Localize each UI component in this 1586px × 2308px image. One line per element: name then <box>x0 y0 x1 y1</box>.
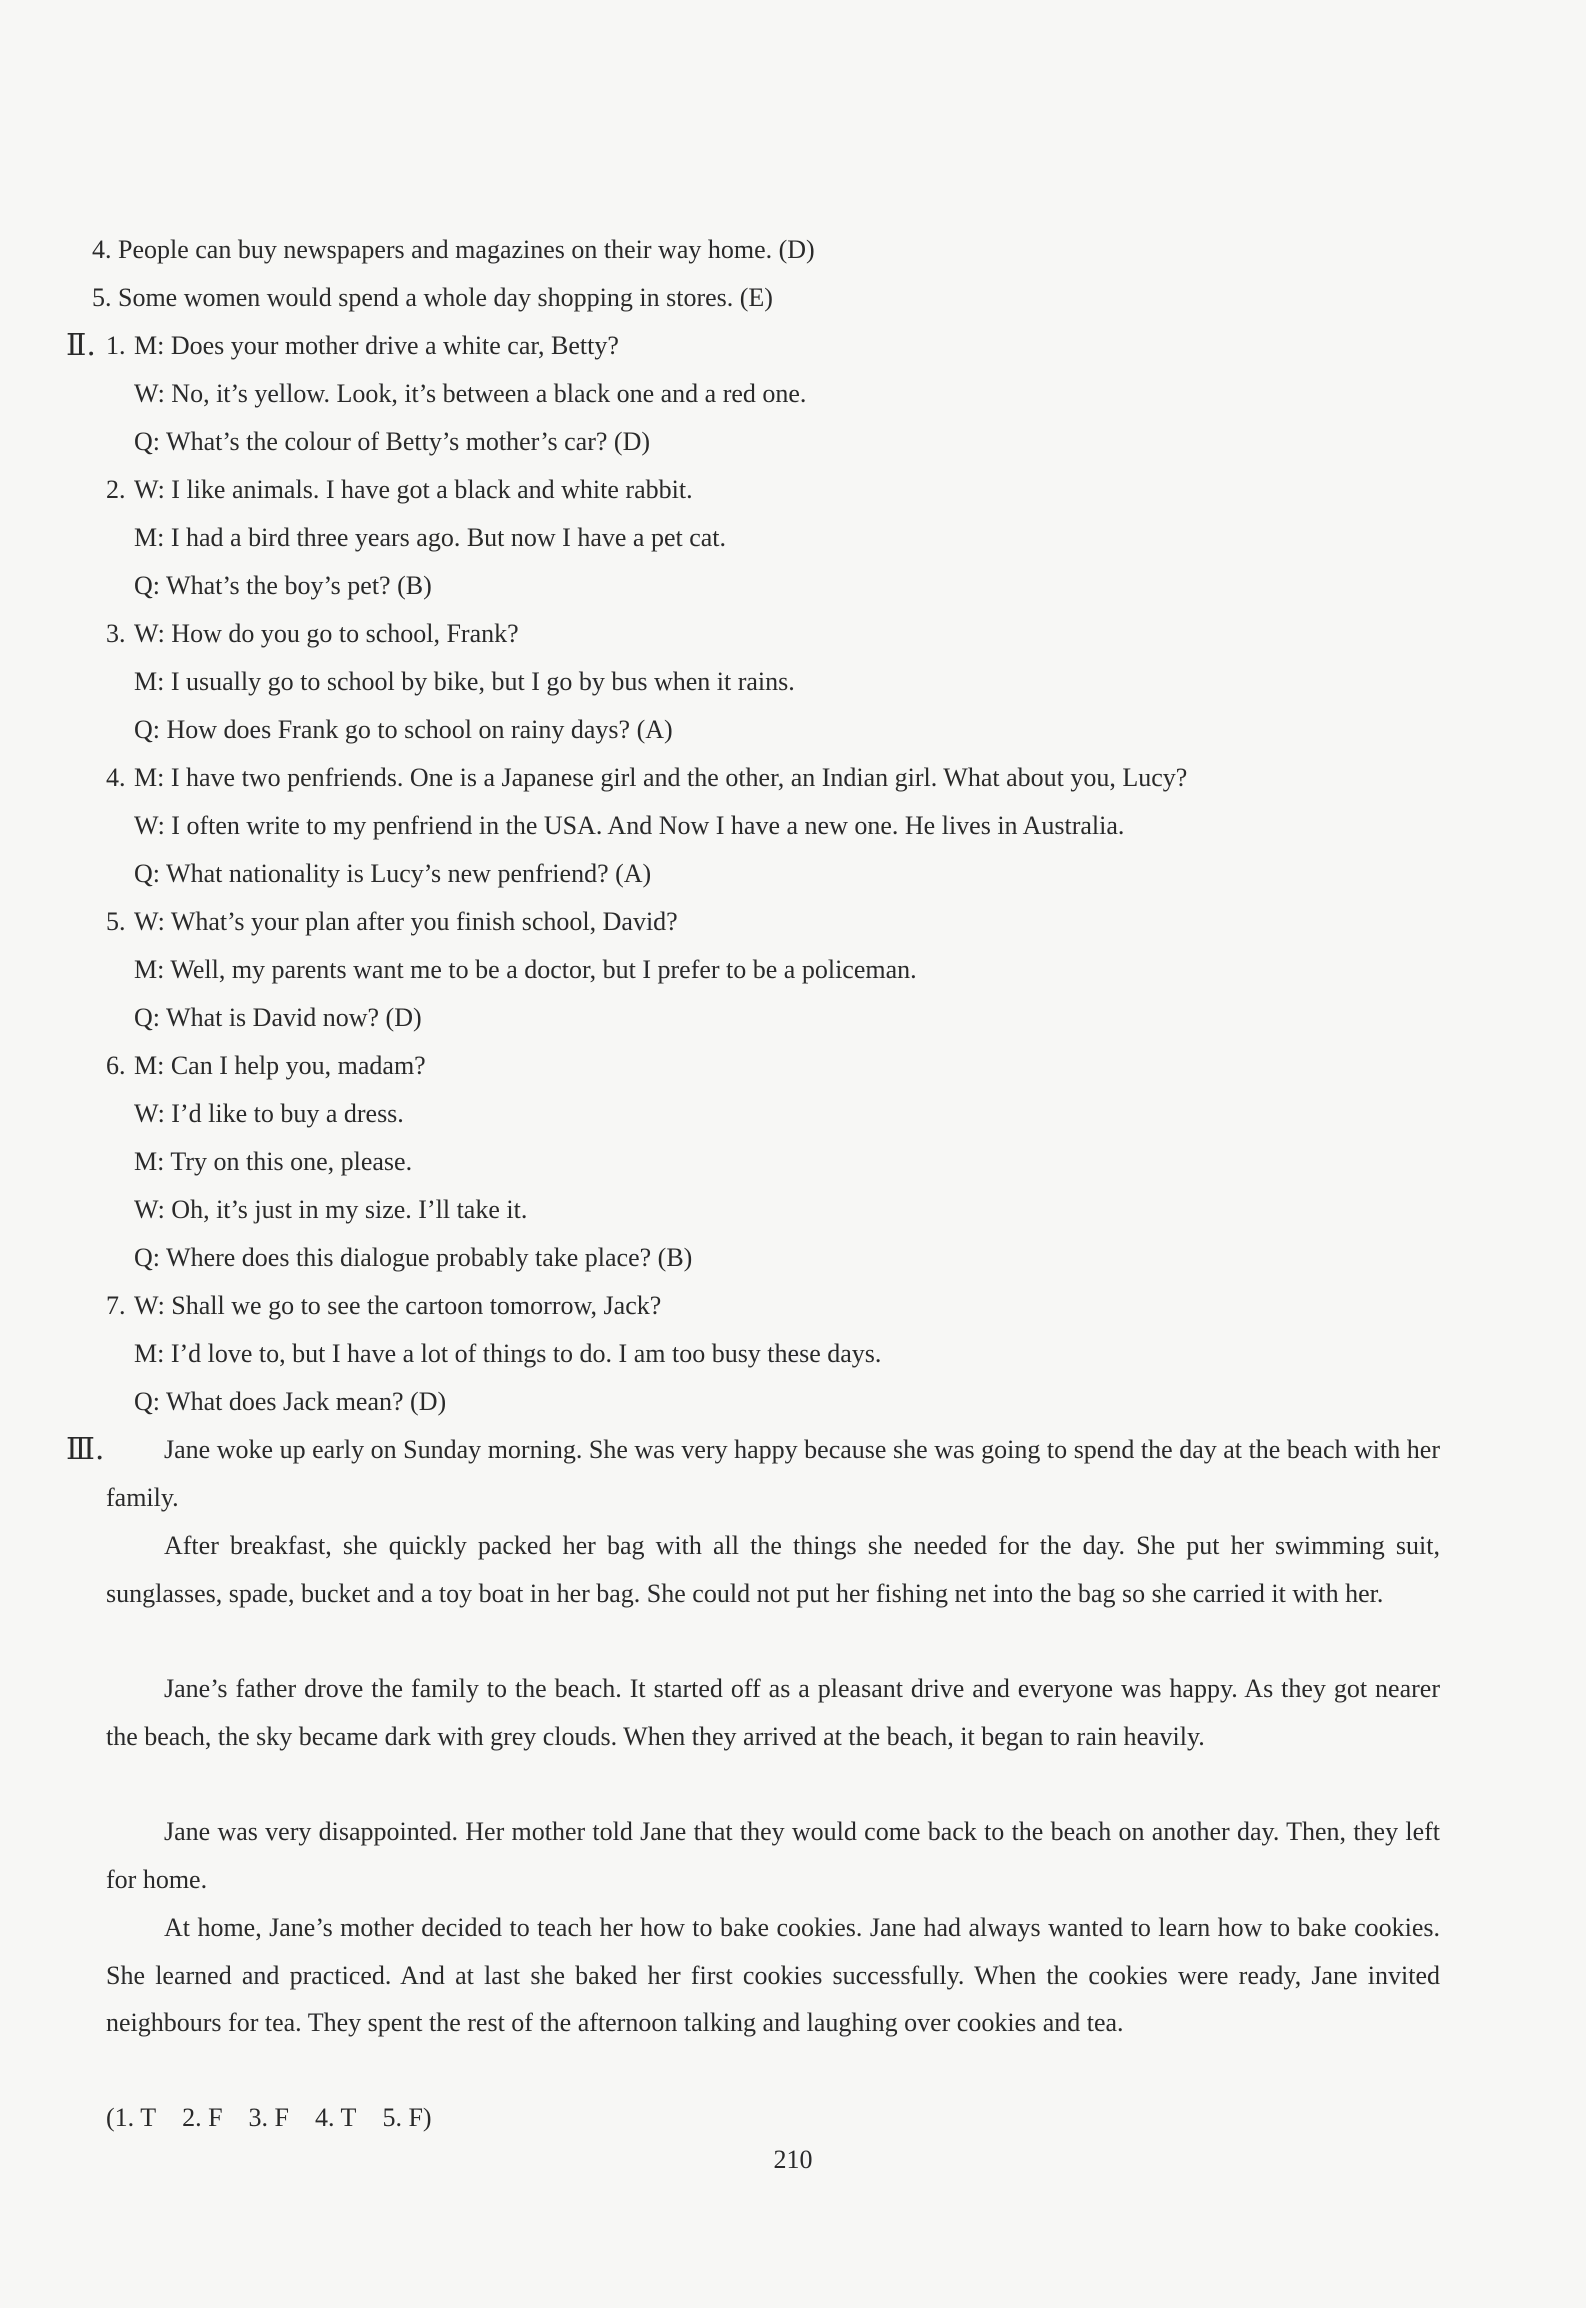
q3-line-3: Q: How does Frank go to school on rainy days? (A) <box>134 715 673 744</box>
answer-key <box>106 2094 458 2142</box>
q2-line-1: W: I like animals. I have got a black and white rabbit. <box>134 475 693 504</box>
answer-4: 4. T <box>315 2103 357 2132</box>
answer-1: (1. T <box>106 2103 157 2132</box>
q3-line-1: W: How do you go to school, Frank? <box>134 619 519 648</box>
q6-line-5: Q: Where does this dialogue probably take place? (B) <box>134 1243 693 1272</box>
section3-numeral: Ⅲ. <box>66 1432 105 1467</box>
q6-line-1: M: Can I help you, madam? <box>134 1051 426 1080</box>
q4-line-3: Q: What nationality is Lucy’s new penfriend? (A) <box>134 859 652 888</box>
q5-line-2: M: Well, my parents want me to be a doctor, but I prefer to be a policeman. <box>134 955 917 984</box>
q2-line-2: M: I had a bird three years ago. But now I have a pet cat. <box>134 523 727 552</box>
story-paragraph-3 <box>106 1665 1440 1760</box>
q4-line-1: M: I have two penfriends. One is a Japanese girl and the other, an Indian girl. What about you, Lucy? <box>134 763 1188 792</box>
answer-5: 5. F) <box>382 2103 432 2132</box>
story-paragraph-1 <box>106 1426 1440 1521</box>
q1-number: 1. <box>106 331 126 360</box>
story-paragraph-5 <box>106 1904 1440 2047</box>
q1-line-1: M: Does your mother drive a white car, Betty? <box>134 331 619 360</box>
q3-number: 3. <box>106 619 126 648</box>
q5-line-3: Q: What is David now? (D) <box>134 1003 422 1032</box>
q6-line-4: W: Oh, it’s just in my size. I’ll take it. <box>134 1195 528 1224</box>
answer-3: 3. F <box>248 2103 290 2132</box>
story-paragraph-3-text: Jane’s father drove the family to the beach. It started off as a pleasant drive and everyone was happy. As they got nearer the beach, the sky became dark with grey clouds. When they arrived at the beach, it began to rain heavily. <box>106 1674 1440 1751</box>
section2-numeral: Ⅱ. <box>66 328 96 363</box>
section1-item-5: 5. Some women would spend a whole day shopping in stores. (E) <box>92 283 773 312</box>
q6-line-2: W: I’d like to buy a dress. <box>134 1099 404 1128</box>
answer-2: 2. F <box>182 2103 223 2132</box>
q2-line-3: Q: What’s the boy’s pet? (B) <box>134 571 432 600</box>
q1-line-2: W: No, it’s yellow. Look, it’s between a black one and a red one. <box>134 379 807 408</box>
story-paragraph-4 <box>106 1808 1440 1903</box>
story-paragraph-4-text: Jane was very disappointed. Her mother told Jane that they would come back to the beach on another day. Then, they left for home. <box>106 1817 1440 1894</box>
q5-line-1: W: What’s your plan after you finish school, David? <box>134 907 678 936</box>
q5-number: 5. <box>106 907 126 936</box>
section1-item-4: 4. People can buy newspapers and magazines on their way home. (D) <box>92 235 815 264</box>
story-paragraph-2-text: After breakfast, she quickly packed her bag with all the things she needed for the day. She put her swimming suit, sunglasses, spade, bucket and a toy boat in her bag. She could not put her fishing net into the bag so she carried it with her. <box>106 1531 1440 1608</box>
q2-number: 2. <box>106 475 126 504</box>
q3-line-2: M: I usually go to school by bike, but I go by bus when it rains. <box>134 667 795 696</box>
q4-line-2: W: I often write to my penfriend in the USA. And Now I have a new one. He lives in Australia. <box>134 811 1125 840</box>
q7-line-1: W: Shall we go to see the cartoon tomorrow, Jack? <box>134 1291 662 1320</box>
story-paragraph-2 <box>106 1522 1440 1617</box>
q7-number: 7. <box>106 1291 126 1320</box>
q7-line-3: Q: What does Jack mean? (D) <box>134 1387 447 1416</box>
story-paragraph-1-text: Jane woke up early on Sunday morning. She was very happy because she was going to spend the day at the beach with her family. <box>106 1435 1440 1512</box>
q1-line-3: Q: What’s the colour of Betty’s mother’s car? (D) <box>134 427 651 456</box>
q7-line-2: M: I’d love to, but I have a lot of things to do. I am too busy these days. <box>134 1339 882 1368</box>
story-paragraph-5-text: At home, Jane’s mother decided to teach her how to bake cookies. Jane had always wanted to learn how to bake cookies. She learned and practiced. And at last she baked her first cookies successfully. When the cookies were ready, Jane invited neighbours for tea. They spent the rest of the afternoon talking and laughing over cookies and tea. <box>106 1913 1440 2037</box>
q6-line-3: M: Try on this one, please. <box>134 1147 413 1176</box>
q6-number: 6. <box>106 1051 126 1080</box>
page-number: 210 <box>773 2145 813 2174</box>
q4-number: 4. <box>106 763 126 792</box>
